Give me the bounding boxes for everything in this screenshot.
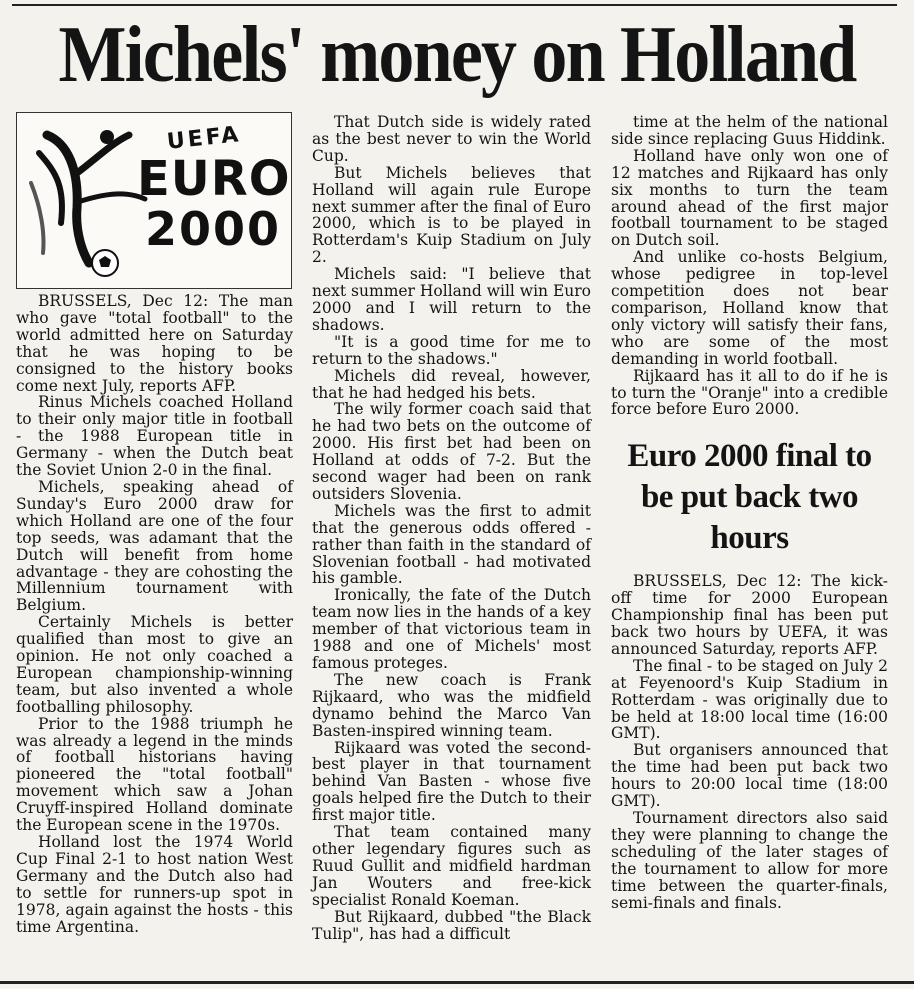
paragraph: That Dutch side is widely rated as the best never to win the World Cup. bbox=[312, 113, 591, 165]
paragraph: And unlike co-hosts Belgium, whose pedigree in top-level competition does not bear comparison, Holland know that only victory will satisfy their fans, who are some of the most demanding in world football. bbox=[611, 248, 888, 368]
logo-euro-text: EURO bbox=[137, 151, 291, 207]
paragraph: Tournament directors also said they were planning to change the scheduling of the later stages of the tournament to allow for more time between the quarter-finals, semi-finals and finals. bbox=[611, 809, 888, 912]
paragraph: But Rijkaard, dubbed "the Black Tulip", has had a difficult bbox=[312, 907, 591, 943]
headline: Michels' money on Holland bbox=[58, 11, 856, 99]
paragraph: But organisers announced that the time had been put back two hours to 20:00 local time (18:00 GMT). bbox=[611, 741, 888, 811]
logo-2000-text: 2000 bbox=[145, 202, 282, 256]
column-1 bbox=[16, 112, 293, 935]
paragraph: Ironically, the fate of the Dutch team now lies in the hands of a key member of that victorious team in 1988 and one of Michels' most famous proteges. bbox=[312, 586, 591, 672]
paragraph: Holland lost the 1974 World Cup Final 2-1 to host nation West Germany and the Dutch also had to settle for runners-up spot in 1978, again against the hosts - this time Argentina. bbox=[16, 833, 293, 936]
logo-uefa-text: UEFA bbox=[165, 122, 243, 155]
paragraph: The final - to be staged on July 2 at Feyenoord's Kuip Stadium in Rotterdam - was originally due to be held at 18:00 local time (16:00 GMT). bbox=[611, 656, 888, 743]
paragraph: Certainly Michels is better qualified than most to give an opinion. He not only coached a European championship-winning team, but also invented a whole footballing philosophy. bbox=[16, 613, 293, 716]
paragraph: That team contained many other legendary figures such as Ruud Gullit and midfield hardman Jan Wouters and free-kick specialist Ronald Koeman. bbox=[312, 823, 591, 909]
paragraph: Michels did reveal, however, that he had hedged his bets. bbox=[312, 366, 591, 402]
paragraph: Rinus Michels coached Holland to their only major title in football - the 1988 European title in Germany - when the Dutch beat the Soviet Union 2-0 in the final. bbox=[16, 393, 293, 480]
euro-2000-logo bbox=[16, 112, 292, 289]
paragraph: Michels was the first to admit that the generous odds offered - rather than faith in the standard of Slovenian football - had motivated his gamble. bbox=[312, 501, 591, 588]
paragraph: Holland have only won one of 12 matches and Rijkaard has only six months to turn the team around ahead of the first major football tournament to be staged on Dutch soil. bbox=[611, 146, 888, 250]
paragraph: BRUSSELS, Dec 12: The kick-off time for 2000 European Championship final has been put back two hours by UEFA, it was announced Saturday, reports AFP. bbox=[611, 572, 888, 658]
bottom-rule bbox=[0, 981, 914, 984]
paragraph: Prior to the 1988 triumph he was already a legend in the minds of football historians having pioneered the "total football" movement which saw a Johan Cruyff-inspired Holland dominate the European scene in the 1970s. bbox=[16, 714, 293, 835]
paragraph: Michels, speaking ahead of Sunday's Euro 2000 draw for which Holland are one of the four top seeds, was adamant that the Dutch will benefit from home advantage - they are cohosting the Millennium tournament with Belgium. bbox=[16, 477, 293, 615]
column-2 bbox=[312, 114, 591, 942]
paragraph: Rijkaard was voted the second-best player in that tournament behind Van Basten - whose five goals helped fire the Dutch to their first major title. bbox=[312, 738, 591, 825]
column-3 bbox=[611, 114, 888, 911]
paragraph: The wily former coach said that he had two bets on the outcome of 2000. His first bet had been on Holland at odds of 7-2. But the second wager had been on rank outsiders Slovenia. bbox=[312, 400, 591, 503]
paragraph: The new coach is Frank Rijkaard, who was the midfield dynamo behind the Marco Van Basten-inspired winning team. bbox=[312, 670, 591, 740]
subheadline: Euro 2000 final to be put back two hours bbox=[627, 438, 872, 557]
paragraph: BRUSSELS, Dec 12: The man who gave "total football" to the world admitted here on Saturday that he was hoping to be consigned to the history books come next July, reports AFP. bbox=[16, 292, 293, 395]
paragraph: Rijkaard has it all to do if he is to turn the "Oranje" into a credible force before Euro 2000. bbox=[611, 366, 888, 419]
paragraph: "It is a good time for me to return to the shadows." bbox=[312, 332, 591, 368]
paragraph: But Michels believes that Holland will again rule Europe next summer after the final of Euro 2000, which is to be played in Rotterdam's Kuip Stadium on July 2. bbox=[312, 163, 591, 267]
paragraph: Michels said: "I believe that next summer Holland will win Euro 2000 and I will return to the shadows. bbox=[312, 265, 591, 334]
paragraph: time at the helm of the national side since replacing Guus Hiddink. bbox=[611, 113, 888, 148]
